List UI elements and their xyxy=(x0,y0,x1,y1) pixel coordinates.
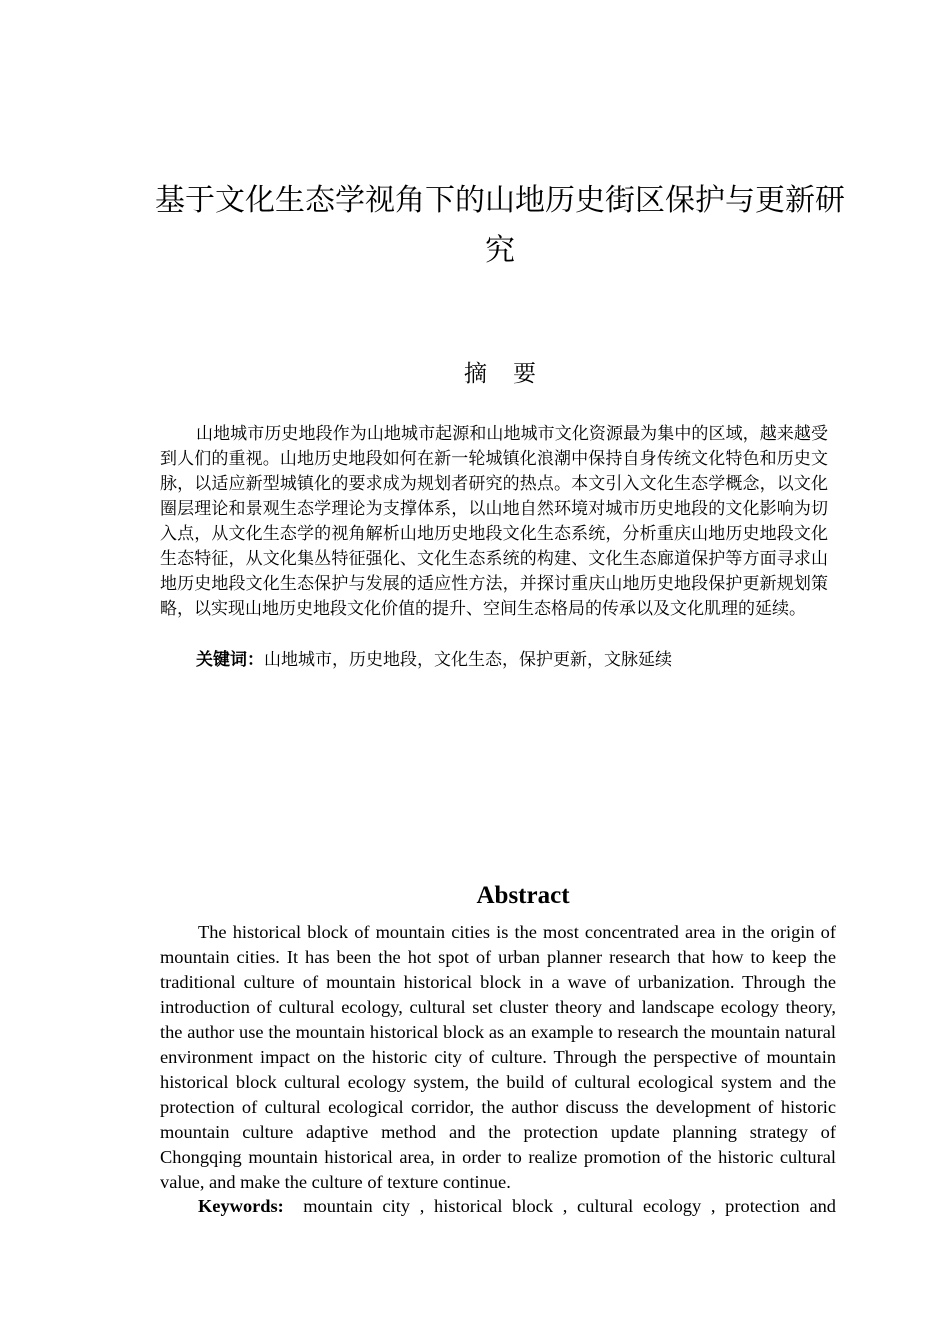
english-keywords-label: Keywords: xyxy=(198,1196,284,1216)
chinese-keywords xyxy=(160,648,828,673)
chinese-keywords-text: 山地城市，历史地段，文化生态，保护更新，文脉延续 xyxy=(264,650,672,670)
chinese-abstract-heading: 摘要 xyxy=(464,361,562,387)
english-keywords xyxy=(160,1194,836,1219)
english-abstract-heading: Abstract xyxy=(476,882,570,909)
english-abstract-body: The historical block of mountain cities is the most concentrated area in the origin of mountain cities. It has been the hot spot of urban planner research that how to keep the traditional culture of mountain historical block in a wave of urbanization. Through the introduction of cultural ecology, cultural set cluster theory and landscape ecology theory, the author use the mountain historical block as an example to research the mountain natural environment impact on the historic city of culture. Through the perspective of mountain historical block cultural ecology system, the build of cultural ecological system and the protection of cultural ecological corridor, the author discuss the development of historic mountain culture adaptive method and the protection update planning strategy of Chongqing mountain historical area, in order to realize promotion of the historic cultural value, and make the culture of texture continue. xyxy=(160,922,836,1192)
english-keywords-text: mountain city , historical block , cultural ecology , protection and xyxy=(303,1196,836,1216)
chinese-abstract-body: 山地城市历史地段作为山地城市起源和山地城市文化资源最为集中的区域，越来越受到人们的重视。山地历史地段如何在新一轮城镇化浪潮中保持自身传统文化特色和历史文脉，以适应新型城镇化的要求成为规划者研究的热点。本文引入文化生态学概念，以文化圈层理论和景观生态学理论为支撑体系，以山地自然环境对城市历史地段的文化影响为切入点，从文化生态学的视角解析山地历史地段文化生态系统，分析重庆山地历史地段文化生态特征，从文化集丛特征强化、文化生态系统的构建、文化生态廊道保护等方面寻求山地历史地段文化生态保护与发展的适应性方法，并探讨重庆山地历史地段保护更新规划策略，以实现山地历史地段文化价值的提升、空间生态格局的传承以及文化肌理的延续。 xyxy=(160,424,828,619)
chinese-keywords-label: 关键词： xyxy=(196,650,264,670)
paper-title: 基于文化生态学视角下的山地历史街区保护与更新研究 xyxy=(155,183,845,268)
